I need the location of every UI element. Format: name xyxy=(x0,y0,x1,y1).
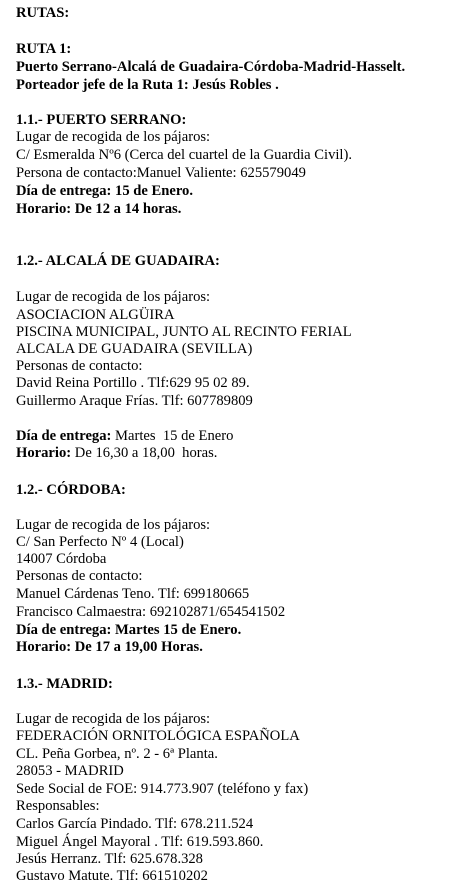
madrid-responsable-3: Jesús Herranz. Tlf: 625.678.328 xyxy=(16,851,203,867)
cordoba-entrega: Día de entrega: Martes 15 de Enero. xyxy=(16,622,242,638)
alcala-contact-1: David Reina Portillo . Tlf:629 95 02 89. xyxy=(16,375,250,391)
alcala-personas: Personas de contacto: xyxy=(16,358,143,374)
alcala-heading: 1.2.- ALCALÁ DE GUADAIRA: xyxy=(16,253,220,269)
cordoba-contact-2: Francisco Calmaestra: 692102871/654541502 xyxy=(16,604,286,620)
alcala-addr2: PISCINA MUNICIPAL, JUNTO AL RECINTO FERIAL xyxy=(16,324,352,340)
madrid-responsables: Responsables: xyxy=(16,798,100,814)
madrid-heading: 1.3.- MADRID: xyxy=(16,676,113,692)
cordoba-addr1: C/ San Perfecto Nº 4 (Local) xyxy=(16,534,184,550)
puerto-lugar: Lugar de recogida de los pájaros: xyxy=(16,129,211,145)
puerto-address: C/ Esmeralda Nº6 (Cerca del cuartel de la Guardia Civil). xyxy=(16,147,352,163)
cordoba-contact-1: Manuel Cárdenas Teno. Tlf: 699180665 xyxy=(16,586,250,602)
madrid-addr1: FEDERACIÓN ORNITOLÓGICA ESPAÑOLA xyxy=(16,728,300,744)
puerto-serrano-heading: 1.1.- PUERTO SERRANO: xyxy=(16,112,187,128)
alcala-entrega-value: Martes 15 de Enero xyxy=(111,428,234,444)
cordoba-personas: Personas de contacto: xyxy=(16,568,143,584)
madrid-sede: Sede Social de FOE: 914.773.907 (teléfono y fax) xyxy=(16,781,309,797)
ruta1-route: Puerto Serrano-Alcalá de Guadaira-Córdoba-Madrid-Hasselt. xyxy=(16,59,406,75)
ruta1-title: RUTA 1: xyxy=(16,41,72,57)
puerto-horario: Horario: De 12 a 14 horas. xyxy=(16,201,182,217)
cordoba-addr2: 14007 Córdoba xyxy=(16,551,107,567)
alcala-entrega-label: Día de entrega: xyxy=(16,428,112,444)
alcala-addr3: ALCALA DE GUADAIRA (SEVILLA) xyxy=(16,341,253,357)
puerto-entrega: Día de entrega: 15 de Enero. xyxy=(16,183,193,199)
alcala-horario-label: Horario: xyxy=(16,445,72,461)
alcala-entrega xyxy=(16,428,233,446)
alcala-lugar: Lugar de recogida de los pájaros: xyxy=(16,289,211,305)
ruta1-porteador: Porteador jefe de la Ruta 1: Jesús Robles . xyxy=(16,77,279,93)
alcala-addr1: ASOCIACION ALGÜIRA xyxy=(16,307,175,323)
cordoba-heading: 1.2.- CÓRDOBA: xyxy=(16,482,126,498)
rutas-heading: RUTAS: xyxy=(16,5,70,21)
cordoba-lugar: Lugar de recogida de los pájaros: xyxy=(16,517,211,533)
alcala-contact-2: Guillermo Araque Frías. Tlf: 607789809 xyxy=(16,393,253,409)
madrid-addr3: 28053 - MADRID xyxy=(16,763,124,779)
madrid-addr2: CL. Peña Gorbea, nº. 2 - 6ª Planta. xyxy=(16,746,218,762)
cordoba-horario: Horario: De 17 a 19,00 Horas. xyxy=(16,639,203,655)
puerto-contact: Persona de contacto:Manuel Valiente: 625579049 xyxy=(16,165,306,181)
alcala-horario-value: De 16,30 a 18,00 horas. xyxy=(71,445,218,461)
madrid-lugar: Lugar de recogida de los pájaros: xyxy=(16,711,211,727)
alcala-horario xyxy=(16,445,217,463)
madrid-responsable-4: Gustavo Matute. Tlf: 661510202 xyxy=(16,868,208,884)
madrid-responsable-1: Carlos García Pindado. Tlf: 678.211.524 xyxy=(16,816,254,832)
madrid-responsable-2: Miguel Ángel Mayoral . Tlf: 619.593.860. xyxy=(16,834,264,850)
